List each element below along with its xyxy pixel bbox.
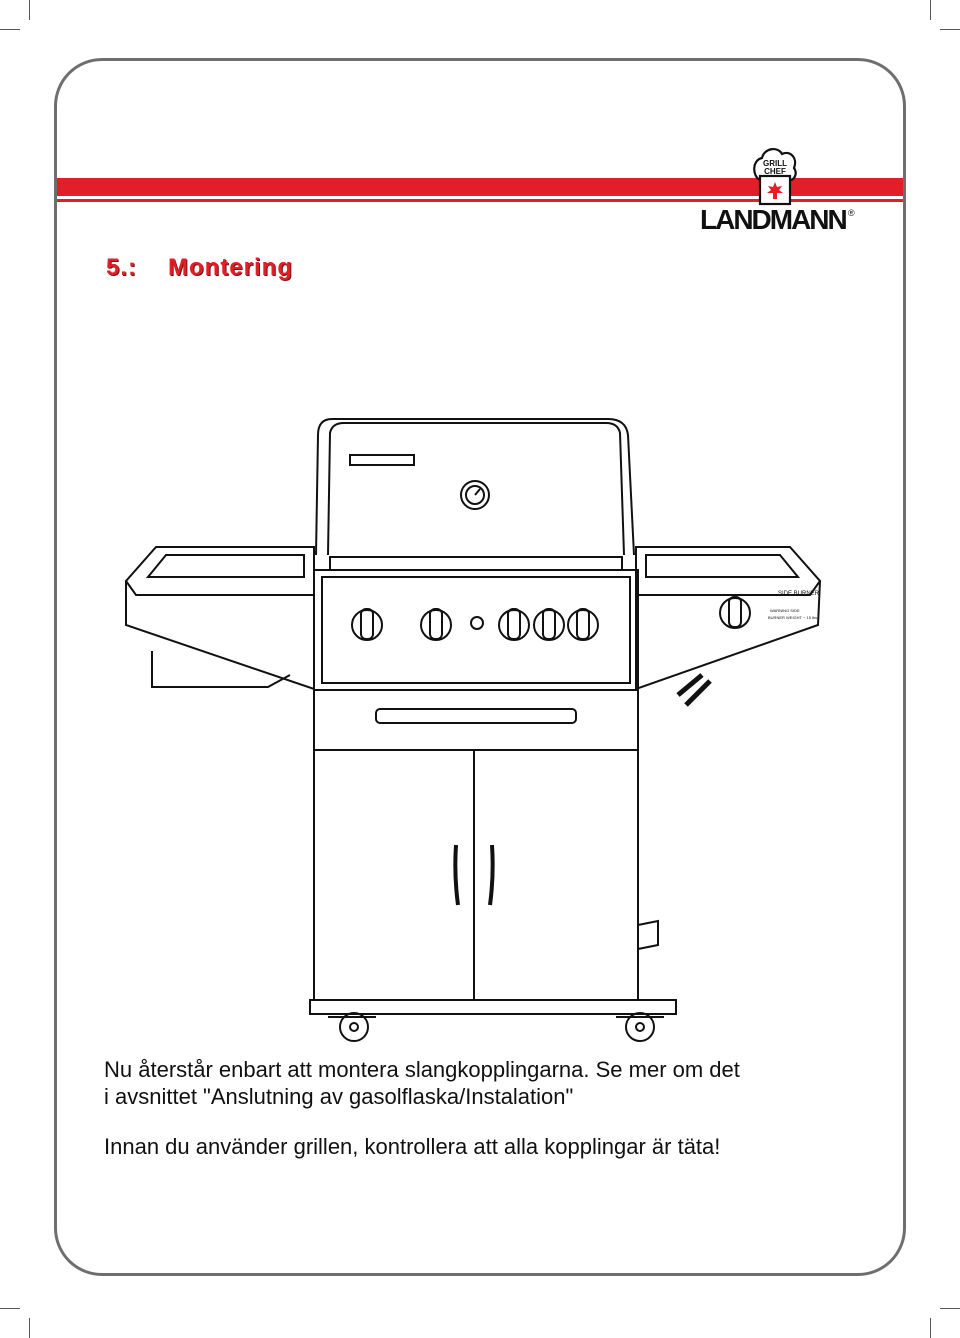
logo-text-chef: CHEF [764, 167, 786, 176]
crop-mark-br-h [940, 1308, 960, 1309]
grill-chef-logo-icon [752, 146, 798, 208]
section-number: 5.: [106, 254, 138, 281]
crop-mark-tl-h [0, 29, 20, 30]
instruction-line-3: Innan du använder grillen, kontrollera att alla kopplingar är täta! [104, 1134, 721, 1159]
crop-mark-br-v [930, 1318, 931, 1338]
crop-mark-tl-v [29, 0, 30, 20]
section-heading [106, 254, 293, 282]
logo-text-grill: GRILL [763, 159, 787, 168]
instruction-line-1: Nu återstår enbart att montera slangkopplingarna. Se mer om det [104, 1057, 740, 1082]
brand-wordmark: LANDMANN [700, 204, 846, 235]
section-title: Montering [168, 254, 293, 281]
instruction-line-2: i avsnittet "Anslutning av gasolflaska/Instalation" [104, 1084, 574, 1109]
crop-mark-tr-v [930, 0, 931, 20]
warning-label-1: WARNING SIDE [770, 608, 800, 613]
gas-grill-illustration [118, 405, 834, 1050]
side-burner-label: SIDE BURNER [778, 591, 820, 597]
registered-mark: ® [848, 208, 855, 218]
warning-label-2: BURNER WEIGHT ~ 15 lbs [768, 615, 818, 620]
crop-mark-bl-v [29, 1318, 30, 1338]
crop-mark-tr-h [940, 29, 960, 30]
crop-mark-bl-h [0, 1308, 20, 1309]
